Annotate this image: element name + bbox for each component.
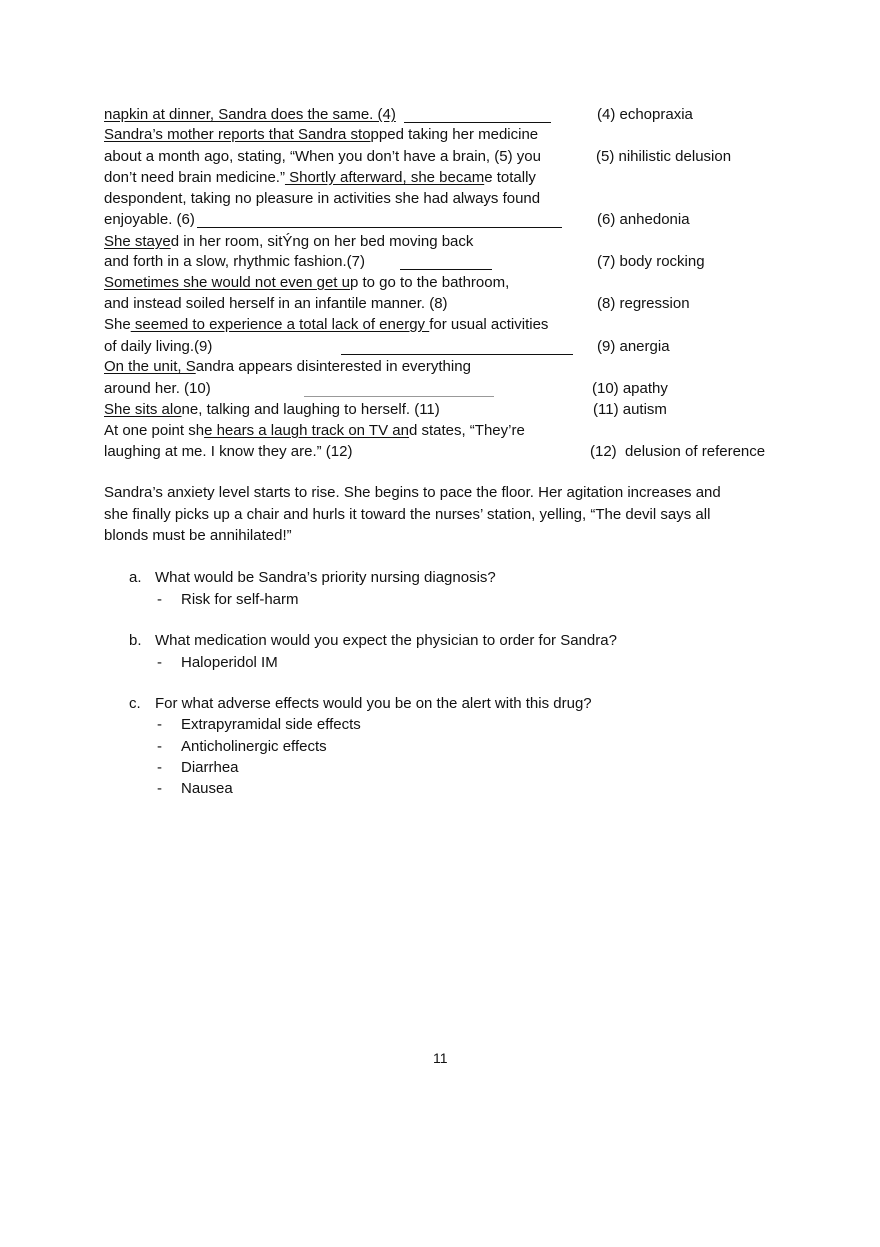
answer-label: (6) anhedonia (597, 211, 690, 228)
bullet-dash: - (157, 759, 162, 776)
answer-blank (197, 227, 562, 228)
text-line: laughing at me. I know they are.” (12) (104, 443, 353, 460)
question-text: What medication would you expect the physician to order for Sandra? (155, 632, 617, 649)
question-marker: c. (129, 695, 141, 712)
question-answer: Extrapyramidal side effects (181, 716, 361, 733)
text: andra appears disinterested in everything (195, 358, 471, 375)
underlined-text: napkin at dinner, Sandra does the same. (4) (104, 106, 396, 123)
paragraph-line: blonds must be annihilated!” (104, 527, 292, 544)
text-line: and instead soiled herself in an infantile manner. (8) (104, 295, 448, 312)
text-line: despondent, taking no pleasure in activities she had always found (104, 190, 541, 207)
text: don’t need brain medicine.” (104, 169, 285, 186)
question-answer: Risk for self-harm (181, 591, 299, 608)
answer-label: (10) apathy (592, 380, 668, 397)
bullet-dash: - (157, 738, 162, 755)
text: pped taking her medicine (370, 126, 539, 143)
text-line (104, 315, 548, 335)
text-line (104, 125, 538, 145)
text-line (104, 400, 440, 420)
question-marker: a. (129, 569, 142, 586)
text-line (104, 421, 525, 441)
text-line (104, 105, 396, 125)
text: ne, talking and laughing to herself. (11) (181, 401, 440, 418)
text: At one point sh (104, 422, 205, 439)
text: d in her room, sitÝng on her bed moving back (170, 233, 474, 250)
text: p to go to the bathroom, (349, 274, 510, 291)
text-line (104, 273, 509, 293)
text: e totally (484, 169, 536, 186)
answer-label: (5) nihilistic delusion (596, 148, 732, 165)
text-line: enjoyable. (6) (104, 211, 195, 228)
text-line: about a month ago, stating, “When you don’t have a brain, (5) you (104, 148, 541, 165)
answer-label: (4) echopraxia (597, 106, 693, 123)
question-answer: Nausea (181, 780, 233, 797)
text-line: around her. (10) (104, 380, 211, 397)
answer-blank (304, 396, 494, 397)
underlined-text: Sometimes she would not even get u (104, 274, 350, 291)
underlined-text: seemed to experience a total lack of energy (130, 316, 430, 333)
answer-blank (404, 122, 551, 123)
bullet-dash: - (157, 591, 162, 608)
text: d states, “They’re (408, 422, 525, 439)
question-text: For what adverse effects would you be on the alert with this drug? (155, 695, 592, 712)
text-line (104, 232, 473, 252)
answer-label: (12) delusion of reference (590, 443, 766, 460)
bullet-dash: - (157, 716, 162, 733)
underlined-text: She staye (104, 233, 171, 250)
paragraph-line: she finally picks up a chair and hurls it toward the nurses’ station, yelling, “The devil says all (104, 506, 711, 523)
bullet-dash: - (157, 780, 162, 797)
text-line (104, 168, 536, 188)
paragraph-line: Sandra’s anxiety level starts to rise. She begins to pace the floor. Her agitation increases and (104, 484, 721, 501)
underlined-text: On the unit, S (104, 358, 196, 375)
answer-label: (11) autism (593, 401, 667, 418)
underlined-text: Sandra’s mother reports that Sandra sto (104, 126, 371, 143)
question-answer: Diarrhea (181, 759, 239, 776)
question-marker: b. (129, 632, 142, 649)
answer-blank (400, 269, 492, 270)
text-line: of daily living.(9) (104, 338, 213, 355)
underlined-text: e hears a laugh track on TV an (204, 422, 409, 439)
question-answer: Anticholinergic effects (181, 738, 327, 755)
text-line: and forth in a slow, rhythmic fashion.(7) (104, 253, 365, 270)
text: for usual activities (429, 316, 549, 333)
question-answer: Haloperidol IM (181, 654, 278, 671)
page-number: 11 (433, 1050, 448, 1066)
bullet-dash: - (157, 654, 162, 671)
answer-label: (8) regression (597, 295, 690, 312)
answer-blank (341, 354, 573, 355)
question-text: What would be Sandra’s priority nursing diagnosis? (155, 569, 496, 586)
text-line (104, 357, 471, 377)
answer-label: (7) body rocking (597, 253, 705, 270)
text: She (104, 316, 131, 333)
underlined-text: She sits alo (104, 401, 182, 418)
answer-label: (9) anergia (597, 338, 670, 355)
underlined-text: Shortly afterward, she becam (284, 169, 485, 186)
